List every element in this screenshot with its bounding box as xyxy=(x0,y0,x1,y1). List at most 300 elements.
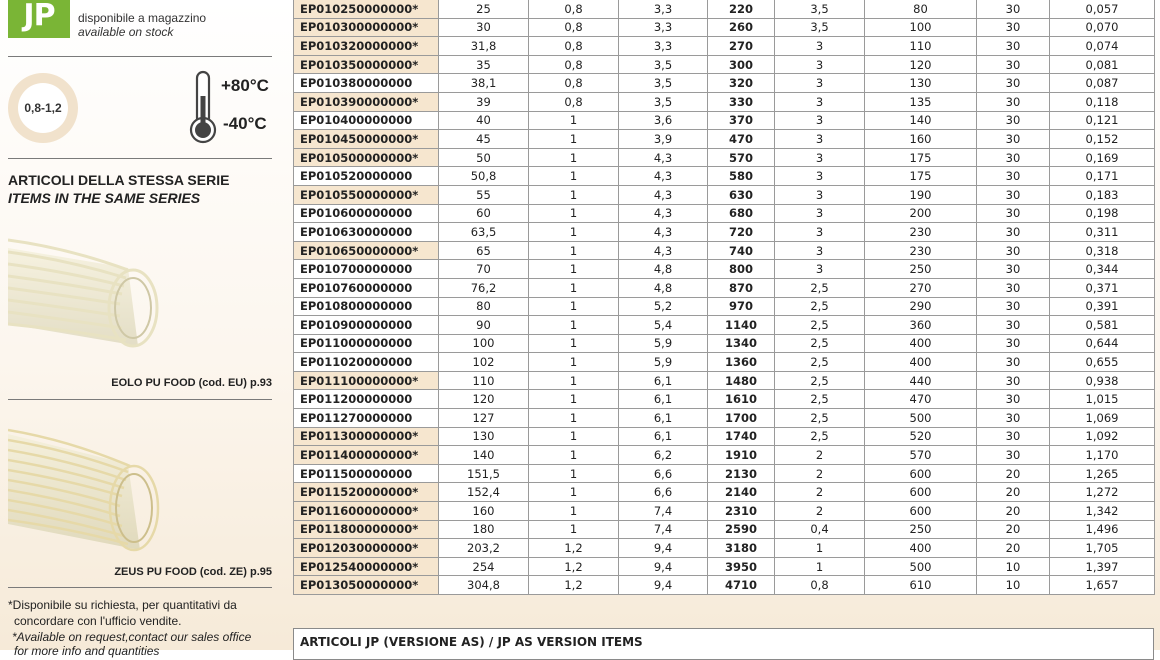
article-code: EP010450000000* xyxy=(294,130,439,149)
table-cell: 2,5 xyxy=(775,427,865,446)
table-cell: 1 xyxy=(529,111,619,130)
article-code: EP011020000000 xyxy=(294,353,439,372)
table-cell: 0,087 xyxy=(1050,74,1155,93)
table-cell: 30 xyxy=(977,55,1050,74)
table-cell: 600 xyxy=(865,483,977,502)
table-cell: 65 xyxy=(439,241,529,260)
table-cell: 0,344 xyxy=(1050,260,1155,279)
table-cell: 30 xyxy=(977,74,1050,93)
table-cell: 0,8 xyxy=(529,37,619,56)
table-cell: 4,3 xyxy=(619,204,708,223)
table-cell: 9,4 xyxy=(619,557,708,576)
table-cell: 30 xyxy=(977,241,1050,260)
table-cell: 30 xyxy=(977,130,1050,149)
table-cell: 7,4 xyxy=(619,520,708,539)
article-code: EP010800000000 xyxy=(294,297,439,316)
table-cell: 120 xyxy=(439,390,529,409)
table-cell: 1480 xyxy=(708,371,775,390)
table-cell: 76,2 xyxy=(439,278,529,297)
note-it-2: concordare con l'ufficio vendite. xyxy=(14,614,182,628)
table-cell: 130 xyxy=(865,74,977,93)
table-row xyxy=(294,557,1155,576)
table-cell: 290 xyxy=(865,297,977,316)
table-cell: 304,8 xyxy=(439,576,529,595)
table-cell: 3 xyxy=(775,37,865,56)
table-cell: 1 xyxy=(529,464,619,483)
article-code: EP010320000000* xyxy=(294,37,439,56)
article-code: EP010900000000 xyxy=(294,316,439,335)
table-cell: 1,2 xyxy=(529,539,619,558)
table-cell: 570 xyxy=(865,446,977,465)
table-cell: 2310 xyxy=(708,502,775,521)
table-cell: 30 xyxy=(977,334,1050,353)
table-cell: 135 xyxy=(865,92,977,111)
table-cell: 80 xyxy=(865,0,977,18)
table-cell: 45 xyxy=(439,130,529,149)
table-cell: 4,3 xyxy=(619,148,708,167)
table-cell: 6,2 xyxy=(619,446,708,465)
table-cell: 270 xyxy=(865,278,977,297)
table-cell: 100 xyxy=(865,18,977,37)
table-cell: 250 xyxy=(865,260,977,279)
table-row xyxy=(294,464,1155,483)
article-code: EP013050000000* xyxy=(294,576,439,595)
table-cell: 6,6 xyxy=(619,483,708,502)
table-cell: 4,3 xyxy=(619,167,708,186)
table-cell: 3 xyxy=(775,223,865,242)
table-cell: 1 xyxy=(529,260,619,279)
temp-min: -40°C xyxy=(223,114,267,133)
table-row xyxy=(294,37,1155,56)
table-cell: 470 xyxy=(865,390,977,409)
table-row xyxy=(294,576,1155,595)
table-cell: 0,198 xyxy=(1050,204,1155,223)
table-cell: 152,4 xyxy=(439,483,529,502)
table-cell: 0,4 xyxy=(775,520,865,539)
table-cell: 0,371 xyxy=(1050,278,1155,297)
table-row xyxy=(294,167,1155,186)
table-cell: 7,4 xyxy=(619,502,708,521)
as-version-title: ARTICOLI JP (VERSIONE AS) / JP AS VERSION ITEMS xyxy=(300,635,643,649)
table-cell: 90 xyxy=(439,316,529,335)
table-cell: 1 xyxy=(529,353,619,372)
table-cell: 1140 xyxy=(708,316,775,335)
table-cell: 127 xyxy=(439,409,529,428)
table-row xyxy=(294,539,1155,558)
table-cell: 3,5 xyxy=(619,74,708,93)
table-cell: 1 xyxy=(529,204,619,223)
table-cell: 140 xyxy=(865,111,977,130)
article-code: EP010550000000* xyxy=(294,185,439,204)
table-cell: 2 xyxy=(775,464,865,483)
article-code: EP010400000000 xyxy=(294,111,439,130)
table-cell: 20 xyxy=(977,502,1050,521)
table-cell: 2,5 xyxy=(775,409,865,428)
table-cell: 30 xyxy=(977,148,1050,167)
table-cell: 30 xyxy=(977,278,1050,297)
table-cell: 0,938 xyxy=(1050,371,1155,390)
table-cell: 5,9 xyxy=(619,353,708,372)
table-row xyxy=(294,92,1155,111)
table-cell: 3 xyxy=(775,111,865,130)
series-title-it: ARTICOLI DELLA STESSA SERIE xyxy=(8,172,230,188)
table-cell: 570 xyxy=(708,148,775,167)
item-caption-eolo: EOLO PU FOOD (cod. EU) p.93 xyxy=(111,377,272,389)
table-cell: 0,152 xyxy=(1050,130,1155,149)
table-cell: 151,5 xyxy=(439,464,529,483)
table-cell: 3 xyxy=(775,204,865,223)
table-cell: 160 xyxy=(865,130,977,149)
table-cell: 5,2 xyxy=(619,297,708,316)
table-cell: 30 xyxy=(977,409,1050,428)
table-cell: 1 xyxy=(529,241,619,260)
table-cell: 38,1 xyxy=(439,74,529,93)
table-cell: 1,170 xyxy=(1050,446,1155,465)
table-cell: 55 xyxy=(439,185,529,204)
table-cell: 3,5 xyxy=(619,92,708,111)
table-cell: 2,5 xyxy=(775,390,865,409)
table-cell: 0,311 xyxy=(1050,223,1155,242)
table-cell: 800 xyxy=(708,260,775,279)
table-cell: 1 xyxy=(529,390,619,409)
table-cell: 31,8 xyxy=(439,37,529,56)
table-cell: 2,5 xyxy=(775,278,865,297)
table-cell: 30 xyxy=(977,37,1050,56)
table-cell: 0,057 xyxy=(1050,0,1155,18)
table-cell: 720 xyxy=(708,223,775,242)
table-cell: 2 xyxy=(775,483,865,502)
table-cell: 1,2 xyxy=(529,557,619,576)
table-cell: 110 xyxy=(865,37,977,56)
article-code: EP010250000000* xyxy=(294,0,439,18)
divider xyxy=(8,158,272,159)
table-cell: 2 xyxy=(775,502,865,521)
table-cell: 35 xyxy=(439,55,529,74)
table-cell: 610 xyxy=(865,576,977,595)
table-cell: 30 xyxy=(977,260,1050,279)
table-cell: 1,092 xyxy=(1050,427,1155,446)
table-cell: 2,5 xyxy=(775,371,865,390)
article-code: EP011400000000* xyxy=(294,446,439,465)
table-cell: 2,5 xyxy=(775,353,865,372)
table-cell: 3 xyxy=(775,148,865,167)
table-cell: 140 xyxy=(439,446,529,465)
note-en-1: *Available on request,contact our sales office xyxy=(12,630,252,644)
table-cell: 175 xyxy=(865,167,977,186)
series-title-en: ITEMS IN THE SAME SERIES xyxy=(8,190,201,206)
table-cell: 0,581 xyxy=(1050,316,1155,335)
table-cell: 0,8 xyxy=(529,74,619,93)
table-cell: 3 xyxy=(775,260,865,279)
article-code: EP011000000000 xyxy=(294,334,439,353)
table-cell: 580 xyxy=(708,167,775,186)
table-cell: 25 xyxy=(439,0,529,18)
table-cell: 1,015 xyxy=(1050,390,1155,409)
article-code: EP010300000000* xyxy=(294,18,439,37)
divider xyxy=(8,399,272,400)
table-cell: 440 xyxy=(865,371,977,390)
table-cell: 1,496 xyxy=(1050,520,1155,539)
table-cell: 180 xyxy=(439,520,529,539)
divider xyxy=(8,56,272,57)
table-row xyxy=(294,427,1155,446)
table-cell: 30 xyxy=(977,185,1050,204)
table-cell: 1,657 xyxy=(1050,576,1155,595)
table-cell: 4,8 xyxy=(619,260,708,279)
table-cell: 740 xyxy=(708,241,775,260)
table-cell: 3 xyxy=(775,55,865,74)
table-row xyxy=(294,260,1155,279)
table-cell: 1 xyxy=(529,371,619,390)
table-cell: 1 xyxy=(529,223,619,242)
table-cell: 0,074 xyxy=(1050,37,1155,56)
table-cell: 30 xyxy=(977,371,1050,390)
table-cell: 0,169 xyxy=(1050,148,1155,167)
table-cell: 200 xyxy=(865,204,977,223)
table-cell: 0,8 xyxy=(529,55,619,74)
table-row xyxy=(294,371,1155,390)
table-cell: 270 xyxy=(708,37,775,56)
table-cell: 50,8 xyxy=(439,167,529,186)
table-cell: 3,3 xyxy=(619,0,708,18)
table-row xyxy=(294,185,1155,204)
table-cell: 360 xyxy=(865,316,977,335)
table-row xyxy=(294,0,1155,18)
table-cell: 0,171 xyxy=(1050,167,1155,186)
table-cell: 400 xyxy=(865,334,977,353)
table-cell: 20 xyxy=(977,520,1050,539)
table-cell: 0,644 xyxy=(1050,334,1155,353)
stock-label-it: disponibile a magazzino xyxy=(78,11,207,25)
table-cell: 3 xyxy=(775,185,865,204)
table-cell: 3,5 xyxy=(775,0,865,18)
table-cell: 30 xyxy=(977,167,1050,186)
table-cell: 30 xyxy=(977,111,1050,130)
spec-table xyxy=(293,0,1155,595)
table-cell: 400 xyxy=(865,539,977,558)
table-cell: 10 xyxy=(977,557,1050,576)
table-row xyxy=(294,334,1155,353)
table-cell: 230 xyxy=(865,223,977,242)
table-cell: 30 xyxy=(977,204,1050,223)
table-row xyxy=(294,446,1155,465)
table-row xyxy=(294,204,1155,223)
article-code: EP010500000000* xyxy=(294,148,439,167)
table-cell: 3,3 xyxy=(619,37,708,56)
table-cell: 80 xyxy=(439,297,529,316)
table-row xyxy=(294,483,1155,502)
table-cell: 2,5 xyxy=(775,316,865,335)
table-cell: 600 xyxy=(865,464,977,483)
table-cell: 70 xyxy=(439,260,529,279)
table-cell: 30 xyxy=(977,0,1050,18)
note-en-2: for more info and quantities xyxy=(14,644,160,658)
article-code: EP010520000000 xyxy=(294,167,439,186)
thickness-badge xyxy=(8,73,78,143)
table-cell: 0,121 xyxy=(1050,111,1155,130)
article-code: EP012030000000* xyxy=(294,539,439,558)
table-cell: 1 xyxy=(529,502,619,521)
table-cell: 2590 xyxy=(708,520,775,539)
table-row xyxy=(294,130,1155,149)
table-cell: 1 xyxy=(529,297,619,316)
table-cell: 3 xyxy=(775,130,865,149)
table-cell: 3 xyxy=(775,167,865,186)
table-cell: 110 xyxy=(439,371,529,390)
table-cell: 6,1 xyxy=(619,427,708,446)
table-cell: 3,5 xyxy=(775,18,865,37)
table-cell: 0,070 xyxy=(1050,18,1155,37)
table-cell: 10 xyxy=(977,576,1050,595)
table-cell: 102 xyxy=(439,353,529,372)
table-cell: 1,397 xyxy=(1050,557,1155,576)
table-row xyxy=(294,297,1155,316)
table-cell: 220 xyxy=(708,0,775,18)
item-caption-zeus: ZEUS PU FOOD (cod. ZE) p.95 xyxy=(114,566,272,578)
table-cell: 0,8 xyxy=(529,0,619,18)
table-cell: 1,069 xyxy=(1050,409,1155,428)
table-row xyxy=(294,55,1155,74)
article-code: EP011600000000* xyxy=(294,502,439,521)
table-cell: 1,2 xyxy=(529,576,619,595)
article-code: EP011200000000 xyxy=(294,390,439,409)
table-cell: 260 xyxy=(708,18,775,37)
table-cell: 0,391 xyxy=(1050,297,1155,316)
table-row xyxy=(294,409,1155,428)
table-cell: 0,318 xyxy=(1050,241,1155,260)
table-cell: 3,9 xyxy=(619,130,708,149)
table-cell: 2 xyxy=(775,446,865,465)
table-cell: 320 xyxy=(708,74,775,93)
table-cell: 3950 xyxy=(708,557,775,576)
table-cell: 1,342 xyxy=(1050,502,1155,521)
table-row xyxy=(294,148,1155,167)
table-cell: 30 xyxy=(977,446,1050,465)
table-cell: 6,6 xyxy=(619,464,708,483)
table-cell: 1 xyxy=(529,148,619,167)
table-row xyxy=(294,390,1155,409)
table-cell: 190 xyxy=(865,185,977,204)
table-cell: 0,118 xyxy=(1050,92,1155,111)
table-cell: 3180 xyxy=(708,539,775,558)
table-cell: 30 xyxy=(977,353,1050,372)
table-row xyxy=(294,502,1155,521)
table-cell: 1 xyxy=(529,278,619,297)
hose-image-zeus xyxy=(8,424,168,554)
table-cell: 1 xyxy=(529,167,619,186)
table-row xyxy=(294,353,1155,372)
table-row xyxy=(294,18,1155,37)
table-cell: 1910 xyxy=(708,446,775,465)
table-row xyxy=(294,241,1155,260)
table-cell: 870 xyxy=(708,278,775,297)
article-code: EP011520000000* xyxy=(294,483,439,502)
table-cell: 3 xyxy=(775,74,865,93)
table-cell: 1740 xyxy=(708,427,775,446)
table-cell: 630 xyxy=(708,185,775,204)
table-cell: 3,3 xyxy=(619,18,708,37)
article-code: EP010760000000 xyxy=(294,278,439,297)
table-cell: 3,5 xyxy=(619,55,708,74)
table-cell: 0,8 xyxy=(775,576,865,595)
article-code: EP010600000000 xyxy=(294,204,439,223)
table-cell: 4,3 xyxy=(619,185,708,204)
table-cell: 20 xyxy=(977,483,1050,502)
table-cell: 203,2 xyxy=(439,539,529,558)
table-cell: 1 xyxy=(529,520,619,539)
table-cell: 1 xyxy=(529,130,619,149)
table-cell: 30 xyxy=(977,390,1050,409)
article-code: EP010390000000* xyxy=(294,92,439,111)
table-cell: 1 xyxy=(529,185,619,204)
table-cell: 160 xyxy=(439,502,529,521)
table-cell: 2140 xyxy=(708,483,775,502)
as-version-section xyxy=(293,628,1154,660)
table-cell: 1360 xyxy=(708,353,775,372)
table-cell: 520 xyxy=(865,427,977,446)
table-cell: 6,1 xyxy=(619,409,708,428)
table-cell: 1610 xyxy=(708,390,775,409)
table-cell: 39 xyxy=(439,92,529,111)
table-cell: 120 xyxy=(865,55,977,74)
thickness-label: 0,8-1,2 xyxy=(18,83,68,133)
table-cell: 9,4 xyxy=(619,539,708,558)
table-cell: 1 xyxy=(529,409,619,428)
divider xyxy=(8,587,272,588)
table-cell: 20 xyxy=(977,464,1050,483)
table-cell: 100 xyxy=(439,334,529,353)
table-cell: 400 xyxy=(865,353,977,372)
article-code: EP010700000000 xyxy=(294,260,439,279)
table-cell: 0,8 xyxy=(529,92,619,111)
table-cell: 230 xyxy=(865,241,977,260)
table-row xyxy=(294,111,1155,130)
table-cell: 1 xyxy=(529,334,619,353)
table-cell: 970 xyxy=(708,297,775,316)
table-cell: 40 xyxy=(439,111,529,130)
table-cell: 60 xyxy=(439,204,529,223)
table-cell: 500 xyxy=(865,557,977,576)
table-cell: 1,705 xyxy=(1050,539,1155,558)
table-cell: 5,4 xyxy=(619,316,708,335)
table-cell: 500 xyxy=(865,409,977,428)
table-cell: 0,8 xyxy=(529,18,619,37)
table-cell: 1 xyxy=(529,483,619,502)
article-code: EP010380000000 xyxy=(294,74,439,93)
table-cell: 1 xyxy=(529,427,619,446)
hose-image-eolo xyxy=(8,228,168,348)
thermometer-icon xyxy=(188,70,218,146)
sidebar xyxy=(0,0,275,658)
temp-max: +80°C xyxy=(221,76,269,95)
table-cell: 1,272 xyxy=(1050,483,1155,502)
table-cell: 250 xyxy=(865,520,977,539)
table-cell: 2,5 xyxy=(775,297,865,316)
table-cell: 4,3 xyxy=(619,241,708,260)
table-cell: 130 xyxy=(439,427,529,446)
table-row xyxy=(294,278,1155,297)
table-cell: 680 xyxy=(708,204,775,223)
table-cell: 9,4 xyxy=(619,576,708,595)
article-code: EP010630000000 xyxy=(294,223,439,242)
table-cell: 470 xyxy=(708,130,775,149)
table-cell: 4,8 xyxy=(619,278,708,297)
table-cell: 5,9 xyxy=(619,334,708,353)
table-cell: 1 xyxy=(775,557,865,576)
table-cell: 175 xyxy=(865,148,977,167)
table-cell: 1 xyxy=(529,316,619,335)
table-row xyxy=(294,74,1155,93)
